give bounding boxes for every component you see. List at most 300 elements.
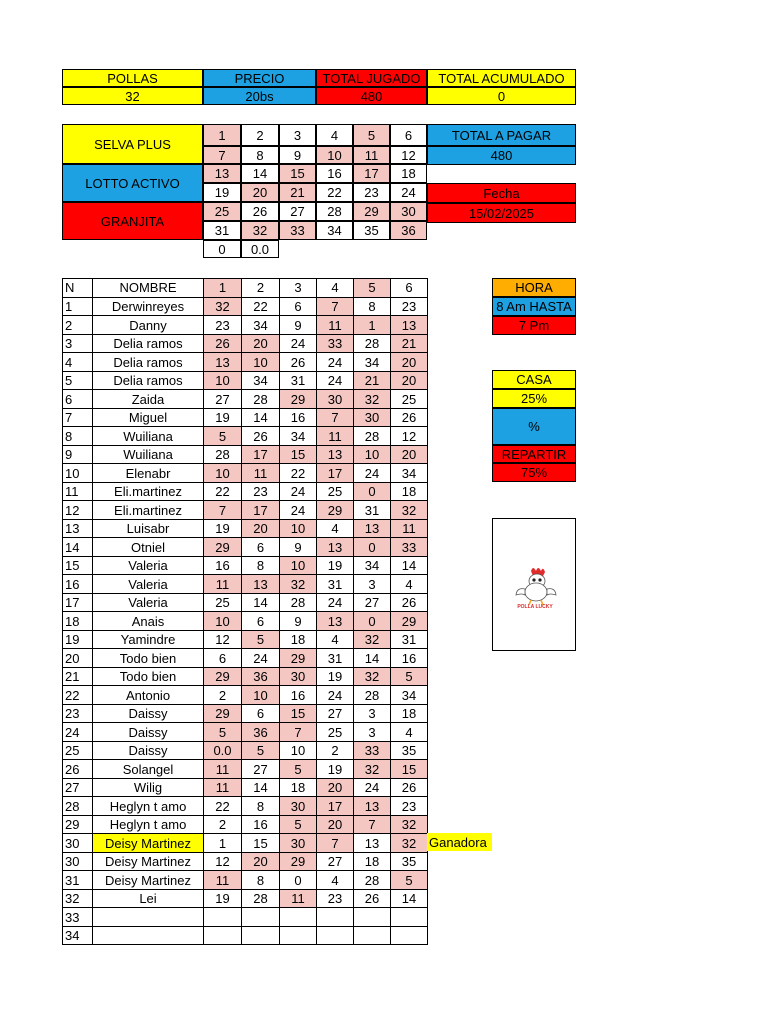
table-row: 32 xyxy=(203,297,242,316)
table-row: 19 xyxy=(203,889,242,908)
table-row: 11 xyxy=(241,463,280,483)
result-cell: 13 xyxy=(203,164,241,183)
table-row: 17 xyxy=(241,445,280,464)
table-row: 10 xyxy=(353,445,391,464)
table-row: 9 xyxy=(279,315,317,335)
table-row: 24 xyxy=(316,352,354,372)
table-row: 13 xyxy=(390,315,428,335)
table-row: 30 xyxy=(279,796,317,816)
table-row: 4 xyxy=(390,574,428,594)
table-row: 5 xyxy=(62,371,93,390)
result-cell: 30 xyxy=(390,202,427,221)
hora-to: 7 Pm xyxy=(492,316,576,335)
table-row: 23 xyxy=(316,889,354,908)
hora-label: HORA xyxy=(492,278,576,297)
table-row: 28 xyxy=(203,445,242,464)
table-row: 30 xyxy=(279,833,317,853)
table-row: Todo bien xyxy=(92,648,204,668)
table-row: 8 xyxy=(353,297,391,316)
table-row: 13 xyxy=(62,519,93,538)
result-cell: 15 xyxy=(279,164,316,183)
table-row: 6 xyxy=(241,537,280,557)
table-row: 16 xyxy=(241,815,280,834)
table-row: 18 xyxy=(353,852,391,871)
table-row: 36 xyxy=(241,667,280,686)
pollas-label: POLLAS xyxy=(62,69,203,87)
table-row: 7 xyxy=(316,833,354,853)
table-row: 30 xyxy=(279,667,317,686)
table-row: 14 xyxy=(390,556,428,575)
table-row: 23 xyxy=(203,315,242,335)
table-row: 22 xyxy=(279,463,317,483)
table-row: Heglyn t amo xyxy=(92,815,204,834)
table-row: 14 xyxy=(353,648,391,668)
table-row: 20 xyxy=(316,778,354,797)
table-row: 6 xyxy=(241,611,280,631)
table-row: 26 xyxy=(203,334,242,353)
table-row: 28 xyxy=(353,334,391,353)
table-row: 7 xyxy=(316,297,354,316)
table-row: 7 xyxy=(203,500,242,520)
table-row: 32 xyxy=(353,759,391,779)
table-row: 5 xyxy=(390,667,428,686)
result-cell: 14 xyxy=(241,164,279,183)
table-row: Deisy Martinez xyxy=(92,833,204,853)
table-row: 5 xyxy=(279,759,317,779)
table-row: 13 xyxy=(353,833,391,853)
table-row: 23 xyxy=(241,482,280,501)
table-row: 8 xyxy=(62,426,93,446)
table-row: 15 xyxy=(390,759,428,779)
table-row: 28 xyxy=(241,389,280,409)
table-row xyxy=(390,926,428,945)
table-row: 24 xyxy=(353,778,391,797)
table-row: 2 xyxy=(203,815,242,834)
table-row: Valeria xyxy=(92,556,204,575)
table-row: 3 xyxy=(62,334,93,353)
table-row: 32 xyxy=(62,889,93,908)
table-row: 15 xyxy=(279,445,317,464)
table-row: 0 xyxy=(279,870,317,890)
table-row: 24 xyxy=(241,648,280,668)
table-row xyxy=(241,926,280,945)
table-row: 20 xyxy=(241,852,280,871)
table-row: 11 xyxy=(203,759,242,779)
table-row xyxy=(241,907,280,927)
table-row: 27 xyxy=(316,704,354,723)
table-header-cell: 1 xyxy=(203,278,242,298)
table-row: 22 xyxy=(203,482,242,501)
table-row: 31 xyxy=(316,648,354,668)
table-row: 6 xyxy=(279,297,317,316)
table-row: 34 xyxy=(353,352,391,372)
table-row: Wuiliana xyxy=(92,426,204,446)
table-row: 15 xyxy=(241,833,280,853)
table-row: 30 xyxy=(316,389,354,409)
table-row: 27 xyxy=(353,593,391,612)
table-row xyxy=(316,907,354,927)
table-row: 24 xyxy=(279,482,317,501)
table-row: 14 xyxy=(241,778,280,797)
table-row: 11 xyxy=(390,519,428,538)
table-row: 13 xyxy=(241,574,280,594)
table-row: 31 xyxy=(62,870,93,890)
table-row: 7 xyxy=(62,408,93,427)
table-row: 11 xyxy=(316,315,354,335)
table-row: Luisabr xyxy=(92,519,204,538)
table-row: 19 xyxy=(203,408,242,427)
total-acumulado-value: 0 xyxy=(427,87,576,105)
table-row: 13 xyxy=(353,519,391,538)
table-row: 29 xyxy=(279,648,317,668)
casa-label: CASA xyxy=(492,370,576,389)
table-row: 18 xyxy=(390,482,428,501)
table-header-cell: 6 xyxy=(390,278,428,298)
total-jugado-value: 480 xyxy=(316,87,427,105)
table-row: 29 xyxy=(203,704,242,723)
table-row: 32 xyxy=(353,389,391,409)
precio-label: PRECIO xyxy=(203,69,316,87)
table-row: 28 xyxy=(279,593,317,612)
result-cell: 19 xyxy=(203,183,241,202)
table-row: 32 xyxy=(353,630,391,649)
table-row: 20 xyxy=(62,648,93,668)
table-row: 24 xyxy=(316,593,354,612)
result-cell: 21 xyxy=(279,183,316,202)
table-row: 18 xyxy=(390,704,428,723)
table-row: 0.0 xyxy=(203,741,242,760)
table-row: 6 xyxy=(62,389,93,409)
table-row: Daissy xyxy=(92,741,204,760)
result-cell: 16 xyxy=(316,164,353,183)
table-row: 24 xyxy=(279,334,317,353)
table-row: 11 xyxy=(62,482,93,501)
table-row: 0 xyxy=(353,611,391,631)
table-row: 33 xyxy=(390,537,428,557)
table-row: 5 xyxy=(279,815,317,834)
lottery-lotto-activo: LOTTO ACTIVO xyxy=(62,164,203,202)
result-cell: 36 xyxy=(390,221,427,240)
table-row: 10 xyxy=(203,463,242,483)
table-row: 35 xyxy=(390,852,428,871)
table-row: 5 xyxy=(203,426,242,446)
table-row: 2 xyxy=(316,741,354,760)
table-row: 17 xyxy=(62,593,93,612)
table-row: Heglyn t amo xyxy=(92,796,204,816)
table-row: Elenabr xyxy=(92,463,204,483)
table-row xyxy=(92,926,204,945)
table-row: 34 xyxy=(62,926,93,945)
table-row: Deisy Martinez xyxy=(92,852,204,871)
result-cell: 9 xyxy=(279,146,316,164)
table-row: Valeria xyxy=(92,593,204,612)
result-cell: 35 xyxy=(353,221,390,240)
table-row: 3 xyxy=(353,722,391,742)
table-row: 20 xyxy=(390,445,428,464)
table-row: 29 xyxy=(203,667,242,686)
table-row: 4 xyxy=(390,722,428,742)
table-row: 18 xyxy=(62,611,93,631)
table-row: 13 xyxy=(203,352,242,372)
table-row: 25 xyxy=(390,389,428,409)
table-row xyxy=(92,907,204,927)
result-cell: 11 xyxy=(353,146,390,164)
table-row: 23 xyxy=(390,796,428,816)
table-row: 0 xyxy=(353,537,391,557)
table-row: 17 xyxy=(241,500,280,520)
table-row: 10 xyxy=(279,519,317,538)
fecha-label: Fecha xyxy=(427,183,576,203)
winner-label: Ganadora xyxy=(427,833,492,851)
table-row: 26 xyxy=(241,426,280,446)
table-row: 10 xyxy=(62,463,93,483)
table-row: Deisy Martinez xyxy=(92,870,204,890)
table-row: 29 xyxy=(316,500,354,520)
result-cell: 33 xyxy=(279,221,316,240)
total-acumulado-label: TOTAL ACUMULADO xyxy=(427,69,576,87)
result-cell: 28 xyxy=(316,202,353,221)
table-row: 32 xyxy=(279,574,317,594)
table-row: 33 xyxy=(316,334,354,353)
result-cell: 4 xyxy=(316,124,353,146)
table-row: 24 xyxy=(279,500,317,520)
table-header-cell: 2 xyxy=(241,278,280,298)
table-row: Todo bien xyxy=(92,667,204,686)
table-row: 29 xyxy=(390,611,428,631)
table-row xyxy=(353,907,391,927)
table-row: 27 xyxy=(62,778,93,797)
table-row: 23 xyxy=(62,704,93,723)
table-row: 29 xyxy=(279,852,317,871)
lottery-selva-plus: SELVA PLUS xyxy=(62,124,203,164)
table-row: 12 xyxy=(203,630,242,649)
table-row: 34 xyxy=(353,556,391,575)
table-row: 30 xyxy=(62,833,93,853)
table-row: 4 xyxy=(62,352,93,372)
pollas-value: 32 xyxy=(62,87,203,105)
table-row: 12 xyxy=(62,500,93,520)
table-row: Eli.martinez xyxy=(92,500,204,520)
table-row: 32 xyxy=(390,500,428,520)
table-row xyxy=(390,907,428,927)
table-header-cell: N xyxy=(62,278,93,298)
table-row: 34 xyxy=(390,685,428,705)
table-row: 29 xyxy=(203,537,242,557)
result-cell: 20 xyxy=(241,183,279,202)
table-row: 20 xyxy=(316,815,354,834)
result-cell: 7 xyxy=(203,146,241,164)
table-row: 5 xyxy=(241,630,280,649)
table-row: 14 xyxy=(241,593,280,612)
table-row: Miguel xyxy=(92,408,204,427)
fecha-value: 15/02/2025 xyxy=(427,203,576,223)
table-row: Delia ramos xyxy=(92,334,204,353)
table-row: 3 xyxy=(353,574,391,594)
table-row: 24 xyxy=(316,685,354,705)
table-row xyxy=(203,926,242,945)
table-row xyxy=(279,907,317,927)
table-row: 11 xyxy=(279,889,317,908)
table-row: 10 xyxy=(279,556,317,575)
table-row: Wuiliana xyxy=(92,445,204,464)
hora-from: 8 Am HASTA xyxy=(492,297,576,316)
table-row: Daissy xyxy=(92,704,204,723)
table-row: Zaida xyxy=(92,389,204,409)
result-cell: 8 xyxy=(241,146,279,164)
table-row: 8 xyxy=(241,796,280,816)
result-cell: 29 xyxy=(353,202,390,221)
table-row: 7 xyxy=(316,408,354,427)
table-row: 4 xyxy=(316,870,354,890)
result-cell: 6 xyxy=(390,124,427,146)
table-row: Delia ramos xyxy=(92,352,204,372)
table-row: 2 xyxy=(62,315,93,335)
table-row: 26 xyxy=(353,889,391,908)
table-row: 34 xyxy=(279,426,317,446)
table-row xyxy=(279,926,317,945)
table-row: 10 xyxy=(203,371,242,390)
table-row: 10 xyxy=(279,741,317,760)
table-row: 31 xyxy=(316,574,354,594)
total-a-pagar-label: TOTAL A PAGAR xyxy=(427,124,576,146)
table-row: 28 xyxy=(241,889,280,908)
table-row: Solangel xyxy=(92,759,204,779)
table-row: 31 xyxy=(353,500,391,520)
table-row: 1 xyxy=(353,315,391,335)
table-row: 35 xyxy=(390,741,428,760)
table-row: 15 xyxy=(279,704,317,723)
table-row: 21 xyxy=(390,334,428,353)
table-row: 8 xyxy=(241,870,280,890)
logo-text: POLLA LUCKY xyxy=(517,603,553,610)
table-row: 15 xyxy=(62,556,93,575)
table-row: 10 xyxy=(241,685,280,705)
table-row: Otniel xyxy=(92,537,204,557)
table-row: 25 xyxy=(203,593,242,612)
table-row: Anais xyxy=(92,611,204,631)
table-row: 5 xyxy=(203,722,242,742)
precio-value: 20bs xyxy=(203,87,316,105)
table-row: 28 xyxy=(353,685,391,705)
percent-label: % xyxy=(492,408,576,445)
table-row: 33 xyxy=(62,907,93,927)
table-row: 5 xyxy=(390,870,428,890)
result-cell: 2 xyxy=(241,124,279,146)
table-row: 19 xyxy=(62,630,93,649)
table-header-cell: 3 xyxy=(279,278,317,298)
table-row: 22 xyxy=(203,796,242,816)
table-row: 16 xyxy=(203,556,242,575)
table-row xyxy=(203,907,242,927)
result-cell: 26 xyxy=(241,202,279,221)
table-row: 34 xyxy=(241,315,280,335)
table-row xyxy=(316,926,354,945)
polla-lucky-logo xyxy=(492,518,576,651)
table-row: 3 xyxy=(353,704,391,723)
table-row: 0 xyxy=(353,482,391,501)
table-row: 19 xyxy=(203,519,242,538)
table-row: 9 xyxy=(279,537,317,557)
table-row: Valeria xyxy=(92,574,204,594)
table-row: 22 xyxy=(62,685,93,705)
table-row: 16 xyxy=(390,648,428,668)
table-row: 14 xyxy=(390,889,428,908)
table-header-cell: NOMBRE xyxy=(92,278,204,298)
table-row: Wilig xyxy=(92,778,204,797)
table-row: 6 xyxy=(241,704,280,723)
result-cell: 12 xyxy=(390,146,427,164)
result-cell: 1 xyxy=(203,124,241,146)
table-row: 27 xyxy=(203,389,242,409)
table-row: 4 xyxy=(316,519,354,538)
table-row: 26 xyxy=(390,408,428,427)
result-cell: 31 xyxy=(203,221,241,240)
table-row: 13 xyxy=(353,796,391,816)
lottery-granjita: GRANJITA xyxy=(62,202,203,240)
table-row: 20 xyxy=(241,519,280,538)
table-row: 25 xyxy=(316,482,354,501)
table-row: 20 xyxy=(390,371,428,390)
table-row: 11 xyxy=(203,574,242,594)
repartir-value: 75% xyxy=(492,463,576,482)
table-row: 28 xyxy=(62,796,93,816)
table-row: 13 xyxy=(316,611,354,631)
repartir-label: REPARTIR xyxy=(492,445,576,463)
table-row: 28 xyxy=(353,870,391,890)
table-row: 20 xyxy=(390,352,428,372)
table-row: Antonio xyxy=(92,685,204,705)
table-row: 10 xyxy=(203,611,242,631)
result-cell: 18 xyxy=(390,164,427,183)
table-header-cell: 4 xyxy=(316,278,354,298)
table-row: 14 xyxy=(62,537,93,557)
result-cell: 27 xyxy=(279,202,316,221)
result-cell: 22 xyxy=(316,183,353,202)
table-row: 34 xyxy=(390,463,428,483)
table-row: 1 xyxy=(62,297,93,316)
table-row: 12 xyxy=(390,426,428,446)
table-row: 11 xyxy=(203,870,242,890)
table-row: 21 xyxy=(62,667,93,686)
table-row: 6 xyxy=(203,648,242,668)
table-row: 33 xyxy=(353,741,391,760)
table-row: 21 xyxy=(353,371,391,390)
table-row: Yamindre xyxy=(92,630,204,649)
table-row: 12 xyxy=(203,852,242,871)
table-row: 24 xyxy=(62,722,93,742)
table-row: 27 xyxy=(316,852,354,871)
total-a-pagar-value: 480 xyxy=(427,146,576,165)
table-row: 16 xyxy=(279,408,317,427)
table-row: 17 xyxy=(316,796,354,816)
table-row: 7 xyxy=(279,722,317,742)
table-row: 9 xyxy=(279,611,317,631)
table-row: 29 xyxy=(62,815,93,834)
table-header-cell: 5 xyxy=(353,278,391,298)
table-row: 4 xyxy=(316,630,354,649)
result-cell: 25 xyxy=(203,202,241,221)
table-row: 19 xyxy=(316,759,354,779)
table-row: 23 xyxy=(390,297,428,316)
table-row: 14 xyxy=(241,408,280,427)
table-row: Daissy xyxy=(92,722,204,742)
table-row: 36 xyxy=(241,722,280,742)
table-row: 26 xyxy=(390,593,428,612)
table-row xyxy=(353,926,391,945)
table-row: 24 xyxy=(353,463,391,483)
table-row: 2 xyxy=(203,685,242,705)
result-cell: 32 xyxy=(241,221,279,240)
